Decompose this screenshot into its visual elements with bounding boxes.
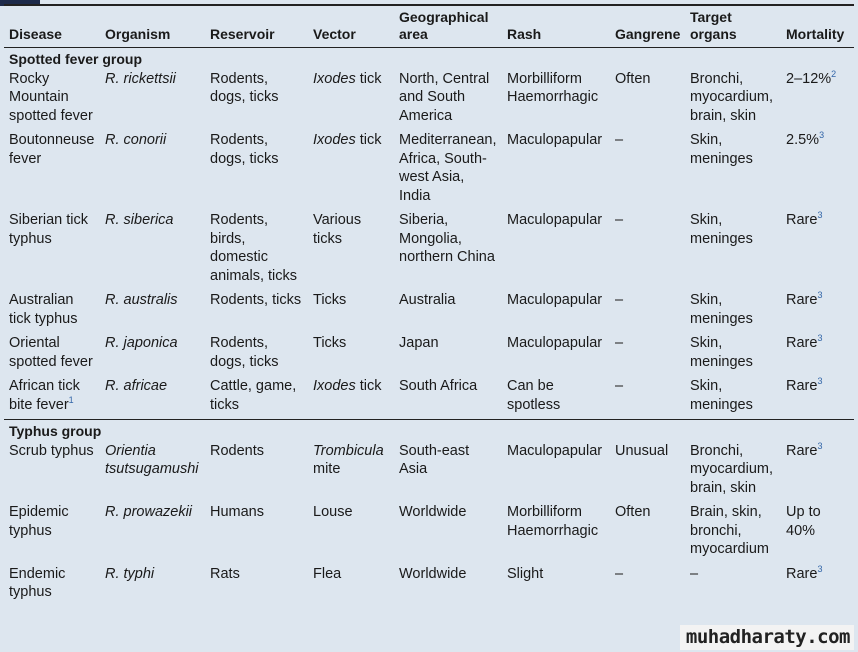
vector-genus: Trombicula bbox=[313, 442, 384, 459]
mortality-cell bbox=[781, 502, 854, 564]
header-row bbox=[4, 5, 854, 48]
vector-cell bbox=[308, 564, 394, 607]
vector-cell bbox=[308, 376, 394, 420]
group-header-row bbox=[4, 420, 854, 441]
mortality-footnote: 3 bbox=[817, 290, 823, 300]
organism-cell: R. prowazekii bbox=[105, 504, 193, 520]
vector-text: tick bbox=[355, 378, 382, 394]
rash-cell: Slight bbox=[507, 565, 544, 582]
disease-cell bbox=[4, 441, 100, 503]
mortality-cell bbox=[781, 69, 854, 131]
reservoir-cell: Rodents, dogs, ticks bbox=[210, 335, 279, 370]
vector-cell bbox=[308, 210, 394, 290]
header-reservoir: Reservoir bbox=[205, 5, 308, 48]
disease-cell bbox=[4, 564, 100, 607]
rash-cell: Maculopapular bbox=[507, 335, 603, 351]
disease-cell bbox=[4, 502, 100, 564]
area-cell: North, Central and South America bbox=[399, 70, 490, 124]
area-cell: Mediterranean, Africa, South-west Asia, India bbox=[399, 132, 497, 204]
table-row bbox=[4, 210, 854, 290]
organism-cell: R. rickettsii bbox=[105, 70, 176, 87]
mortality-value: 2–12% bbox=[786, 70, 832, 87]
table-row bbox=[4, 290, 854, 333]
disease-cell bbox=[4, 69, 100, 131]
mortality-cell bbox=[781, 376, 854, 420]
reservoir-cell: Rodents, dogs, ticks bbox=[210, 132, 279, 167]
area-cell: South Africa bbox=[399, 378, 478, 394]
mortality-value: Rare bbox=[786, 565, 818, 582]
disease-name: Oriental spotted fever bbox=[9, 335, 93, 370]
rash-cell: Morbilliform Haemorrhagic bbox=[507, 504, 599, 539]
gangrene-cell: – bbox=[615, 378, 624, 394]
disease-cell bbox=[4, 130, 100, 210]
rickettsial-diseases-table bbox=[4, 4, 854, 607]
vector-cell bbox=[308, 333, 394, 376]
reservoir-cell: Rodents, ticks bbox=[210, 292, 302, 308]
vector-text: Various ticks bbox=[313, 212, 362, 247]
table-row bbox=[4, 130, 854, 210]
mortality-value: Rare bbox=[786, 378, 818, 394]
disease-name: Epidemic typhus bbox=[9, 504, 69, 539]
organism-cell: R. siberica bbox=[105, 212, 174, 228]
reservoir-cell: Rodents bbox=[210, 442, 265, 459]
reservoir-cell: Cattle, game, ticks bbox=[210, 378, 297, 413]
vector-text: Flea bbox=[313, 565, 342, 582]
area-cell: Worldwide bbox=[399, 504, 467, 520]
disease-name: Boutonneuse fever bbox=[9, 132, 95, 167]
gangrene-cell: – bbox=[615, 335, 624, 351]
table-row bbox=[4, 69, 854, 131]
table-row bbox=[4, 333, 854, 376]
mortality-footnote: 3 bbox=[817, 210, 823, 220]
mortality-value: Rare bbox=[786, 442, 818, 459]
reservoir-cell: Rodents, dogs, ticks bbox=[210, 70, 279, 105]
disease-name: Endemic typhus bbox=[9, 565, 66, 600]
disease-cell bbox=[4, 333, 100, 376]
organism-cell: R. australis bbox=[105, 292, 178, 308]
vector-text: tick bbox=[355, 70, 382, 87]
gangrene-cell: Often bbox=[615, 504, 651, 520]
disease-name: Siberian tick typhus bbox=[9, 212, 88, 247]
disease-cell bbox=[4, 210, 100, 290]
area-cell: Worldwide bbox=[399, 565, 467, 582]
mortality-cell bbox=[781, 564, 854, 607]
organism-cell: Orientia tsutsugamushi bbox=[105, 442, 199, 477]
watermark: muhadharaty.com bbox=[680, 625, 854, 650]
target-organs-cell: Bronchi, myocardium, brain, skin bbox=[690, 442, 773, 496]
table-row bbox=[4, 376, 854, 420]
rash-cell: Maculopapular bbox=[507, 442, 603, 459]
disease-name: Rocky Mountain spotted fever bbox=[9, 70, 93, 124]
group-title: Spotted fever group bbox=[9, 51, 143, 67]
organism-cell: R. typhi bbox=[105, 565, 155, 582]
mortality-cell bbox=[781, 441, 854, 503]
rash-cell: Maculopapular bbox=[507, 212, 603, 228]
gangrene-cell: Unusual bbox=[615, 442, 669, 459]
target-organs-cell: Skin, meninges bbox=[690, 212, 753, 247]
table-body bbox=[4, 48, 854, 607]
table-row bbox=[4, 564, 854, 607]
rash-cell: Maculopapular bbox=[507, 132, 603, 148]
mortality-footnote: 3 bbox=[819, 130, 825, 140]
disease-name: Scrub typhus bbox=[9, 442, 94, 459]
table-row bbox=[4, 441, 854, 503]
mortality-footnote: 3 bbox=[817, 440, 823, 451]
target-organs-cell: Bronchi, myocardium, brain, skin bbox=[690, 70, 773, 124]
mortality-cell bbox=[781, 290, 854, 333]
mortality-cell bbox=[781, 130, 854, 210]
gangrene-cell: – bbox=[615, 212, 624, 228]
vector-genus: Ixodes bbox=[313, 378, 356, 394]
vector-cell bbox=[308, 69, 394, 131]
organism-cell: R. africae bbox=[105, 378, 168, 394]
header-rash: Rash bbox=[502, 5, 610, 48]
target-organs-cell: Brain, skin, bronchi, myocardium bbox=[690, 504, 769, 557]
rash-cell: Can be spotless bbox=[507, 378, 561, 413]
mortality-cell bbox=[781, 210, 854, 290]
disease-cell bbox=[4, 376, 100, 420]
vector-genus: Ixodes bbox=[313, 70, 356, 87]
disease-name: African tick bite fever bbox=[9, 378, 80, 413]
gangrene-cell: – bbox=[615, 565, 624, 582]
target-organs-cell: – bbox=[690, 565, 699, 582]
organism-cell: R. japonica bbox=[105, 335, 178, 351]
organism-cell: R. conorii bbox=[105, 132, 167, 148]
mortality-value: Up to 40% bbox=[786, 504, 821, 539]
disease-name: Australian tick typhus bbox=[9, 292, 78, 327]
rash-cell: Morbilliform Haemorrhagic bbox=[507, 70, 599, 105]
mortality-cell bbox=[781, 333, 854, 376]
reservoir-cell: Humans bbox=[210, 504, 264, 520]
header-mortality: Mortality bbox=[781, 5, 854, 48]
vector-text: Ticks bbox=[313, 335, 347, 351]
rash-cell: Maculopapular bbox=[507, 292, 603, 308]
target-organs-cell: Skin, meninges bbox=[690, 335, 753, 370]
target-organs-cell: Skin, meninges bbox=[690, 132, 753, 167]
area-cell: Siberia, Mongolia, northern China bbox=[399, 212, 495, 265]
vector-text: tick bbox=[355, 132, 382, 148]
gangrene-cell: Often bbox=[615, 70, 651, 87]
header-geographical-area: Geographical area bbox=[394, 5, 502, 48]
reservoir-cell: Rodents, birds, domestic animals, ticks bbox=[210, 212, 298, 284]
vector-cell bbox=[308, 290, 394, 333]
gangrene-cell: – bbox=[615, 292, 624, 308]
area-cell: Japan bbox=[399, 335, 439, 351]
header-gangrene: Gangrene bbox=[610, 5, 685, 48]
group-title: Typhus group bbox=[4, 420, 854, 441]
vector-text: mite bbox=[313, 461, 341, 477]
reservoir-cell: Rats bbox=[210, 565, 240, 582]
mortality-footnote: 2 bbox=[831, 68, 837, 79]
mortality-value: 2.5% bbox=[786, 132, 820, 148]
vector-text: Ticks bbox=[313, 292, 347, 308]
group-header-row bbox=[4, 48, 854, 69]
header-target-organs: Target organs bbox=[685, 5, 781, 48]
mortality-footnote: 3 bbox=[817, 376, 823, 386]
gangrene-cell: – bbox=[615, 132, 624, 148]
mortality-value: Rare bbox=[786, 335, 818, 351]
mortality-footnote: 3 bbox=[817, 563, 823, 574]
disease-cell bbox=[4, 290, 100, 333]
mortality-value: Rare bbox=[786, 212, 818, 228]
area-cell: South-east Asia bbox=[399, 442, 470, 477]
table-row bbox=[4, 502, 854, 564]
vector-cell bbox=[308, 441, 394, 503]
disease-footnote: 1 bbox=[68, 394, 74, 405]
target-organs-cell: Skin, meninges bbox=[690, 378, 753, 413]
area-cell: Australia bbox=[399, 292, 456, 308]
vector-cell bbox=[308, 130, 394, 210]
mortality-value: Rare bbox=[786, 292, 818, 308]
vector-cell bbox=[308, 502, 394, 564]
target-organs-cell: Skin, meninges bbox=[690, 292, 753, 327]
vector-text: Louse bbox=[313, 504, 353, 520]
header-disease: Disease bbox=[4, 5, 100, 48]
mortality-footnote: 3 bbox=[817, 333, 823, 343]
header-organism: Organism bbox=[100, 5, 205, 48]
vector-genus: Ixodes bbox=[313, 132, 356, 148]
header-vector: Vector bbox=[308, 5, 394, 48]
